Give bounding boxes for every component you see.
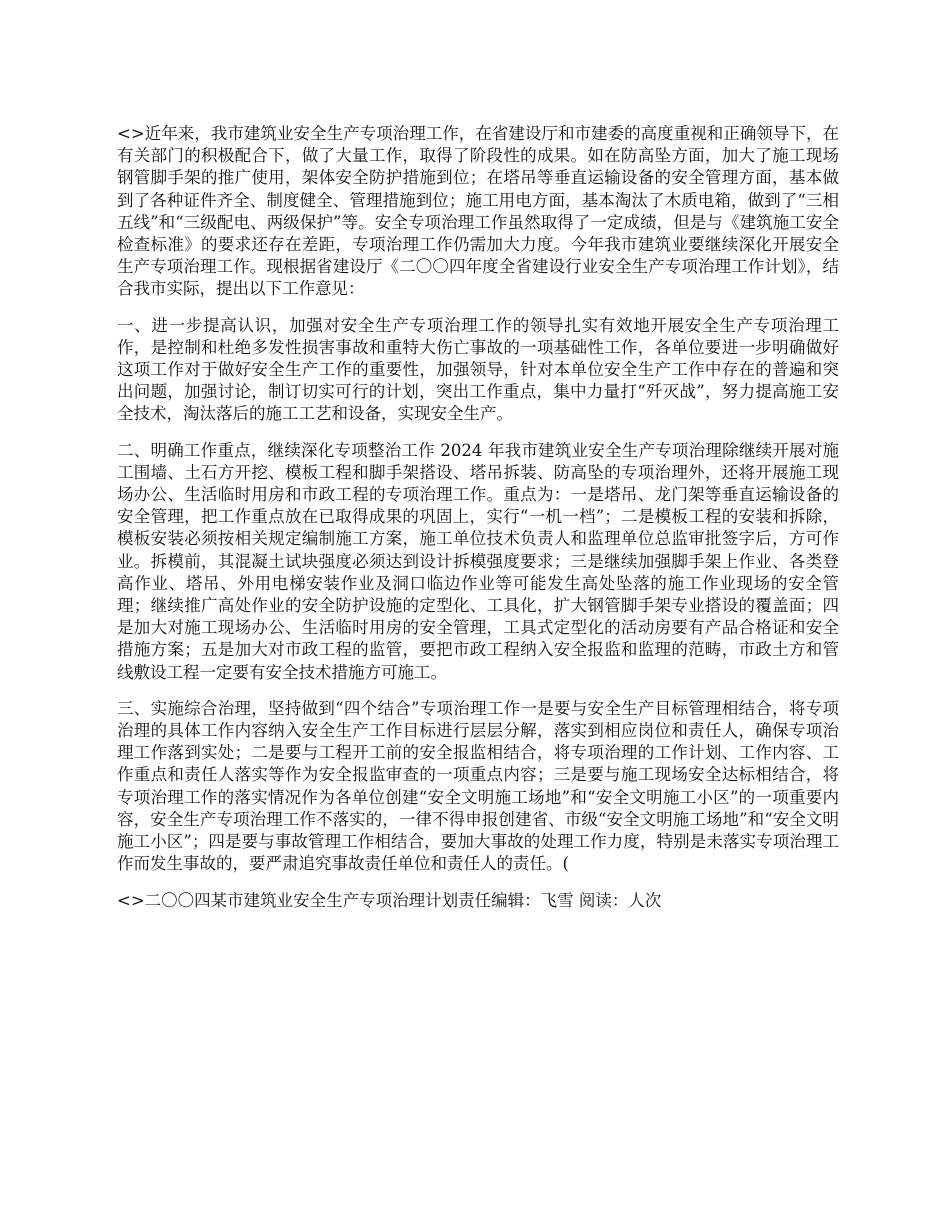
intro-paragraph: <>近年来，我市建筑业安全生产专项治理工作，在省建设厅和市建委的高度重视和正确领导下，在有关部门的积极配合下，做了大量工作，取得了阶段性的成果。如在防高坠方面，加大了施工现场钢管脚手架的推广使用，架体安全防护措施到位；在塔吊等垂直运输设备的安全管理方面，基本做到了各种证件齐全、制度健全、管理措施到位；施工用电方面，基本淘汰了木质电箱，做到了“三相五线”和“三级配电、两级保护”等。安全专项治理工作虽然取得了一定成绩，但是与《建筑施工安全检查标准》的要求还存在差距，专项治理工作仍需加大力度。今年我市建筑业要继续深化开展安全生产专项治理工作。现根据省建设厅《二〇〇四年度全省建设行业安全生产专项治理工作计划》，结合我市实际，提出以下工作意见： <box>117 124 839 299</box>
footer-line: <>二〇〇四某市建筑业安全生产专项治理计划责任编辑：飞雪 阅读：人次 <box>117 890 662 910</box>
section-two-paragraph: 二、明确工作重点，继续深化专项整治工作 2024 年我市建筑业安全生产专项治理除继续开展对施工围墙、土石方开挖、模板工程和脚手架搭设、塔吊拆装、防高坠的专项治理外，还将开展施工现场办公、生活临时用房和市政工程的专项治理工作。重点为：一是塔吊、龙门架等垂直运输设备的安全管理，把工作重点放在已取得成果的巩固上，实行“一机一档”；二是模板工程的安装和拆除，模板安装必须按相关规定编制施工方案，施工单位技术负责人和监理单位总监审批签字后，方可作业。拆模前，其混凝土试块强度必须达到设计拆模强度要求；三是继续加强脚手架上作业、各类登高作业、塔吊、外用电梯安装作业及洞口临边作业等可能发生高处坠落的施工作业现场的安全管理；继续推广高处作业的安全防护设施的定型化、工具化，扩大钢管脚手架专业搭设的覆盖面；四是加大对施工现场办公、生活临时用房的安全管理，工具式定型化的活动房要有产品合格证和安全措施方案；五是加大对市政工程的监管，要把市政工程纳入安全报监和监理的范畴，市政土方和管线敷设工程一定要有安全技术措施方可施工。 <box>117 440 839 682</box>
section-one-paragraph: 一、进一步提高认识，加强对安全生产专项治理工作的领导扎实有效地开展安全生产专项治理工作，是控制和杜绝多发性损害事故和重特大伤亡事故的一项基础性工作，各单位要进一步明确做好这项工作对于做好安全生产工作的重要性，加强领导，针对本单位安全生产工作中存在的普遍和突出问题，加强讨论，制订切实可行的计划，突出工作重点，集中力量打“歼灭战”，努力提高施工安全技术，淘汰落后的施工工艺和设备，实现安全生产。 <box>117 315 839 424</box>
document-body <box>117 123 839 912</box>
section-three-paragraph: 三、实施综合治理，坚持做到“四个结合”专项治理工作一是要与安全生产目标管理相结合，将专项治理的具体工作内容纳入安全生产工作目标进行层层分解，落实到相应岗位和责任人，确保专项治理工作落到实处；二是要与工程开工前的安全报监相结合，将专项治理的工作计划、工作内容、工作重点和责任人落实等作为安全报监审查的一项重点内容；三是要与施工现场安全达标相结合，将专项治理工作的落实情况作为各单位创建“安全文明施工场地”和“安全文明施工小区”的一项重要内容，安全生产专项治理工作不落实的，一律不得申报创建省、市级“安全文明施工场地”和“安全文明施工小区”；四是要与事故管理工作相结合，要加大事故的处理工作力度，特别是未落实专项治理工作而发生事故的，要严肃追究事故责任单位和责任人的责任。( <box>117 698 839 874</box>
